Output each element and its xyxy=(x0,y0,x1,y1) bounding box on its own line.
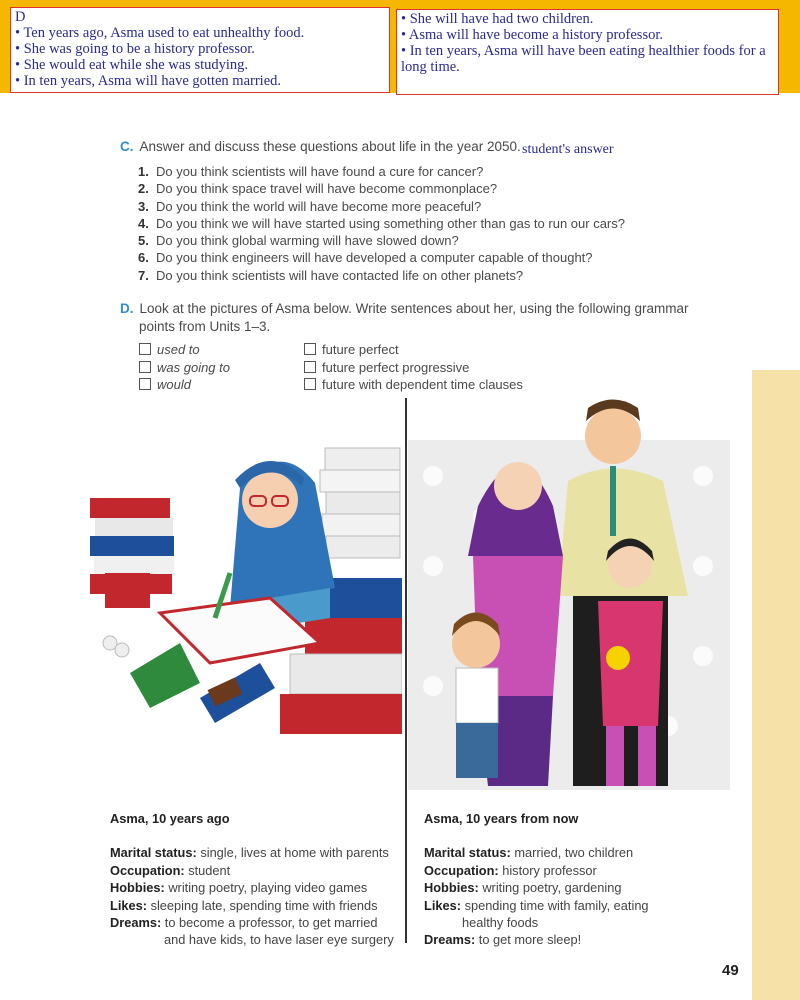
checkbox-label: future perfect xyxy=(322,342,399,357)
list-item xyxy=(138,267,625,284)
field-value: student xyxy=(188,862,231,878)
list-item xyxy=(138,180,625,197)
future-title: Asma, 10 years from now xyxy=(424,811,579,826)
answer-line: • In ten years, Asma will have gotten married. xyxy=(15,73,281,89)
answer-line: • In ten years, Asma will have been eating healthier foods for a long time. xyxy=(401,43,766,75)
question-text: Do you think the world will have become more peaceful? xyxy=(156,198,482,214)
field-value: married, two children xyxy=(514,845,634,861)
checkbox-label: future perfect progressive xyxy=(322,359,470,375)
student-answer-note: student's answer xyxy=(522,142,614,157)
question-text: Do you think scientists will have contacted life on other planets? xyxy=(156,267,524,283)
answer-line: • She was going to be a history professor. xyxy=(15,41,255,57)
future-profile xyxy=(424,810,649,949)
checkbox-item[interactable] xyxy=(304,341,523,359)
column-divider xyxy=(405,398,407,943)
section-c-instruction xyxy=(120,139,521,154)
field-value: healthy foods xyxy=(462,915,539,931)
answer-line: • Ten years ago, Asma used to eat unhealthy food. xyxy=(15,25,305,41)
checkbox-item[interactable] xyxy=(304,359,523,377)
checkbox-icon[interactable] xyxy=(304,343,316,355)
question-number: 6. xyxy=(138,250,149,266)
section-d-label: D. xyxy=(120,301,134,316)
past-title: Asma, 10 years ago xyxy=(110,811,230,826)
checkbox-label: would xyxy=(157,377,191,392)
page-number: 49 xyxy=(722,962,739,979)
checkbox-icon[interactable] xyxy=(139,378,151,390)
question-number: 4. xyxy=(138,215,149,231)
question-list xyxy=(138,163,625,284)
field-value: to get more sleep! xyxy=(478,932,582,948)
field-value: and have kids, to have laser eye surgery xyxy=(164,932,394,948)
list-item xyxy=(138,215,625,232)
field-value: writing poetry, playing video games xyxy=(168,880,368,896)
checkbox-icon[interactable] xyxy=(139,361,151,373)
checkbox-label: used to xyxy=(157,342,200,357)
field-label: Occupation: xyxy=(424,862,499,878)
question-number: 3. xyxy=(138,198,149,214)
son-figure xyxy=(452,613,500,779)
checkbox-label: was going to xyxy=(157,359,230,375)
list-item xyxy=(138,163,625,180)
section-d-text: Look at the pictures of Asma below. Write sentences about her, using the following grammar xyxy=(139,301,689,316)
checkbox-icon[interactable] xyxy=(304,378,316,390)
field-label: Hobbies: xyxy=(110,880,165,896)
past-profile xyxy=(110,810,394,949)
question-number: 7. xyxy=(138,267,149,283)
field-label: Marital status: xyxy=(110,845,197,861)
checklist-left xyxy=(139,341,230,394)
section-c-text: Answer and discuss these questions about life in the year 2050. xyxy=(139,139,521,154)
question-number: 1. xyxy=(138,164,149,179)
field-label: Marital status: xyxy=(424,845,511,861)
question-text: Do you think space travel will have become commonplace? xyxy=(156,181,498,197)
answer-line: • She would eat while she was studying. xyxy=(15,57,249,73)
answer-line: • Asma will have become a history professor. xyxy=(401,27,663,43)
field-label: Occupation: xyxy=(110,862,185,878)
field-label: Dreams: xyxy=(110,915,162,931)
question-text: Do you think global warming will have slowed down? xyxy=(156,233,459,249)
checkbox-item[interactable] xyxy=(139,359,230,377)
field-label: Likes: xyxy=(424,897,461,913)
asma-studying-illustration xyxy=(90,438,402,738)
checklist-right xyxy=(304,341,523,394)
field-label: Hobbies: xyxy=(424,880,479,896)
answer-box-right xyxy=(396,9,779,95)
question-text: Do you think we will have started using something other than gas to run our cars? xyxy=(156,215,625,231)
field-value: sleeping late, spending time with friends xyxy=(150,897,378,913)
field-value: history professor xyxy=(502,862,597,878)
checkbox-icon[interactable] xyxy=(139,343,151,355)
field-label: Likes: xyxy=(110,897,147,913)
section-d-text: points from Units 1–3. xyxy=(139,318,271,334)
section-c-label: C. xyxy=(120,139,134,154)
checkbox-item[interactable] xyxy=(139,376,230,394)
question-text: Do you think scientists will have found a cure for cancer? xyxy=(156,164,484,179)
section-d-instruction xyxy=(120,300,690,335)
asma-family-illustration xyxy=(408,396,730,808)
field-value: single, lives at home with parents xyxy=(200,845,389,861)
checkbox-item[interactable] xyxy=(139,341,230,359)
field-value: writing poetry, gardening xyxy=(482,880,622,896)
answer-box-left xyxy=(10,7,390,93)
question-number: 2. xyxy=(138,181,149,197)
answer-line: • She will have had two children. xyxy=(401,11,594,27)
list-item xyxy=(138,232,625,249)
question-text: Do you think engineers will have developed a computer capable of thought? xyxy=(156,250,593,266)
list-item xyxy=(138,249,625,266)
checkbox-label: future with dependent time clauses xyxy=(322,377,523,392)
field-value: to become a professor, to get married xyxy=(164,915,378,931)
candy-wrapper xyxy=(130,643,200,708)
question-number: 5. xyxy=(138,233,149,249)
snack-box xyxy=(105,573,150,608)
field-label: Dreams: xyxy=(424,932,476,948)
field-value: spending time with family, eating xyxy=(464,897,649,913)
page-side-tab xyxy=(752,370,800,1000)
answer-header: D xyxy=(15,9,26,25)
checkbox-item[interactable] xyxy=(304,376,523,394)
checkbox-icon[interactable] xyxy=(304,361,316,373)
list-item xyxy=(138,198,625,215)
